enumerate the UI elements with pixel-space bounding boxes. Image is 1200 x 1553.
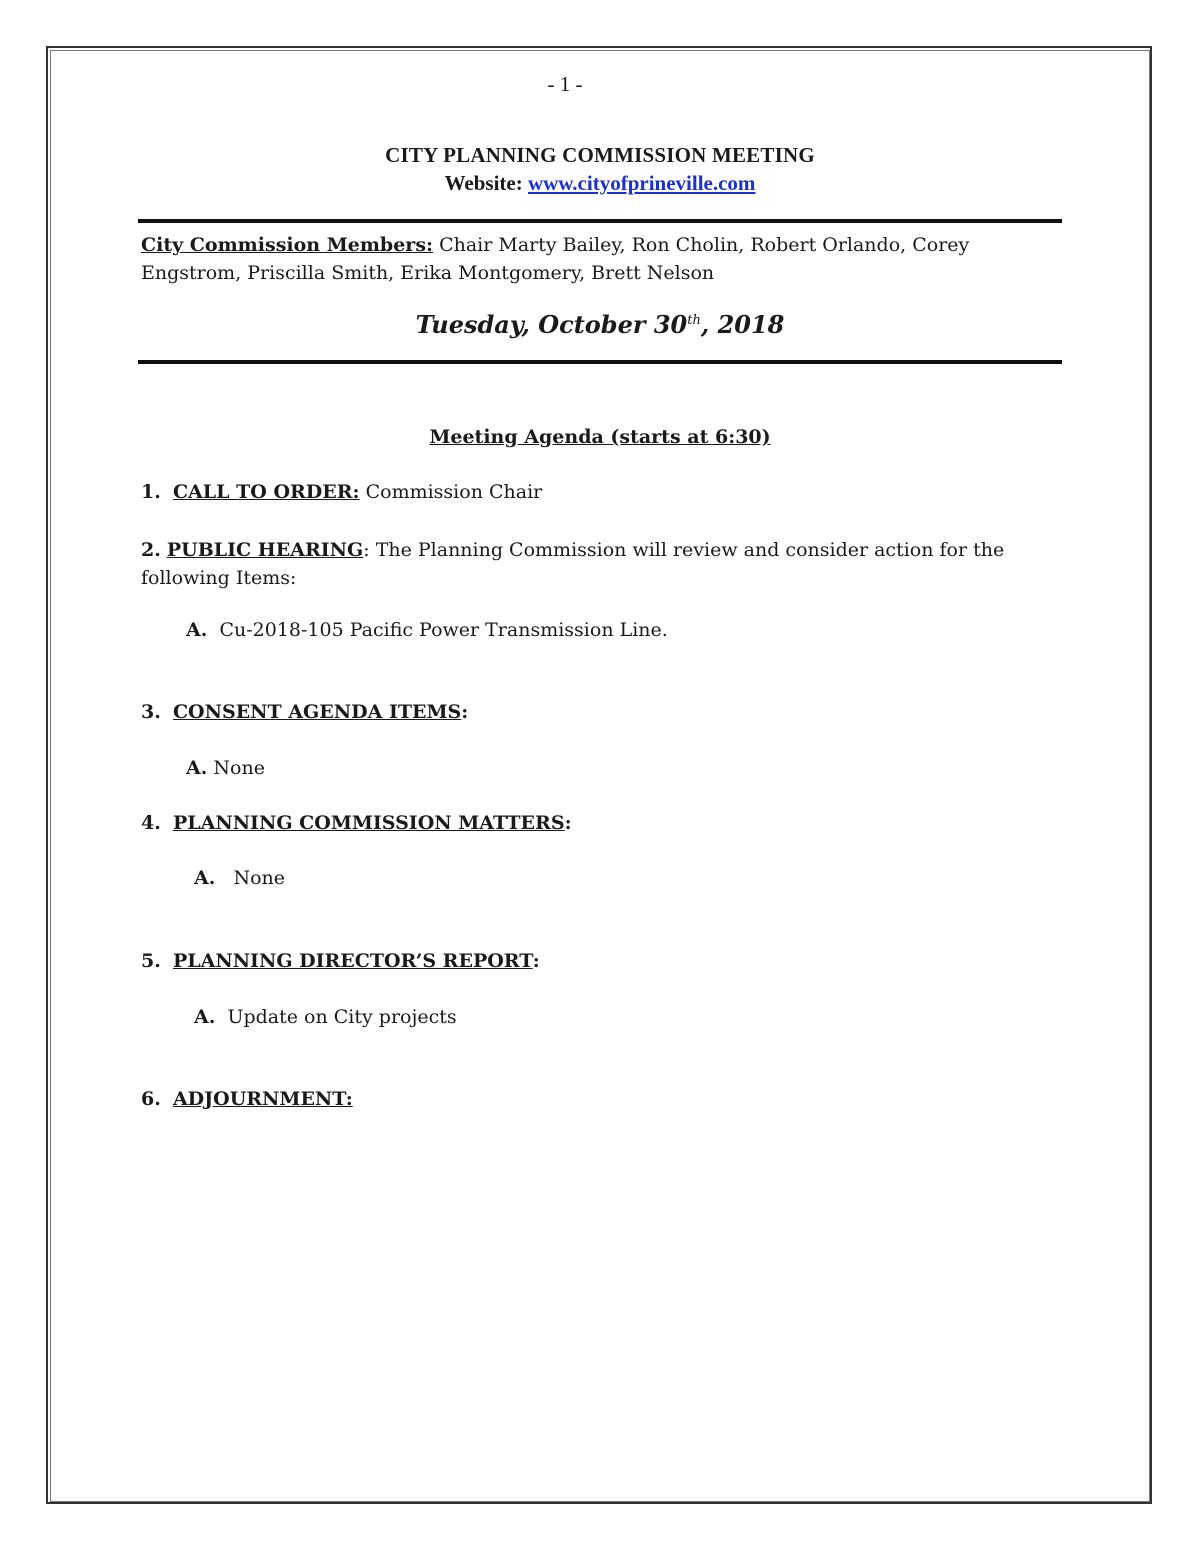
item-heading: PUBLIC HEARING xyxy=(166,539,364,561)
commission-members xyxy=(141,231,1051,287)
agenda-heading: Meeting Agenda (starts at 6:30) xyxy=(429,426,771,448)
agenda-subitem-3a xyxy=(186,757,265,779)
item-text: : xyxy=(564,812,572,834)
item-heading: CONSENT AGENDA ITEMS xyxy=(172,701,462,723)
item-heading: ADJOURNMENT: xyxy=(172,1088,353,1110)
date-year: , 2018 xyxy=(700,310,785,339)
item-text: : The Planning Commission will review and consider action for the following Items: xyxy=(141,539,1005,589)
website-line xyxy=(0,171,1200,196)
agenda-item-6 xyxy=(141,1088,353,1110)
website-label: Website: xyxy=(444,171,523,195)
item-number: 6. xyxy=(141,1088,161,1110)
date-main: Tuesday, October 30 xyxy=(415,310,688,339)
subitem-text: Update on City projects xyxy=(227,1006,457,1028)
agenda-item-2 xyxy=(141,536,1041,592)
document-title: CITY PLANNING COMMISSION MEETING xyxy=(385,143,815,167)
page-number: - 1 - xyxy=(547,72,583,96)
agenda-item-1 xyxy=(141,481,542,503)
members-label: City Commission Members: xyxy=(141,234,434,256)
agenda-subitem-4a xyxy=(194,867,285,889)
item-text: : xyxy=(532,950,540,972)
item-number: 5. xyxy=(141,950,161,972)
item-heading: CALL TO ORDER: xyxy=(172,481,360,503)
item-heading: PLANNING COMMISSION MATTERS xyxy=(172,812,565,834)
meeting-date xyxy=(0,310,1200,339)
members-names: Chair Marty Bailey, Ron Cholin, Robert Orlando, Corey Engstrom, Priscilla Smith, Erika Montgomery, Brett Nelson xyxy=(141,234,970,284)
agenda-subitem-5a xyxy=(194,1006,457,1028)
subitem-letter: A. xyxy=(186,619,208,641)
item-number: 4. xyxy=(141,812,161,834)
subitem-letter: A. xyxy=(194,867,216,889)
subitem-letter: A. xyxy=(194,1006,216,1028)
website-link[interactable]: www.cityofprineville.com xyxy=(527,171,756,195)
item-text: Commission Chair xyxy=(365,481,543,503)
item-number: 1. xyxy=(141,481,161,503)
agenda-item-4 xyxy=(141,812,572,834)
top-divider xyxy=(138,219,1062,223)
agenda-item-3 xyxy=(141,701,468,723)
bottom-divider xyxy=(138,360,1062,364)
agenda-item-5 xyxy=(141,950,540,972)
agenda-subitem-2a xyxy=(186,619,668,641)
subitem-text: None xyxy=(213,757,265,779)
subitem-text: Cu-2018-105 Pacific Power Transmission Line. xyxy=(219,619,668,641)
subitem-text: None xyxy=(233,867,286,889)
item-number: 2. xyxy=(141,539,161,561)
item-heading: PLANNING DIRECTOR’S REPORT xyxy=(172,950,533,972)
subitem-letter: A. xyxy=(186,757,208,779)
item-text: : xyxy=(461,701,469,723)
date-ordinal: th xyxy=(687,313,701,328)
item-number: 3. xyxy=(141,701,161,723)
